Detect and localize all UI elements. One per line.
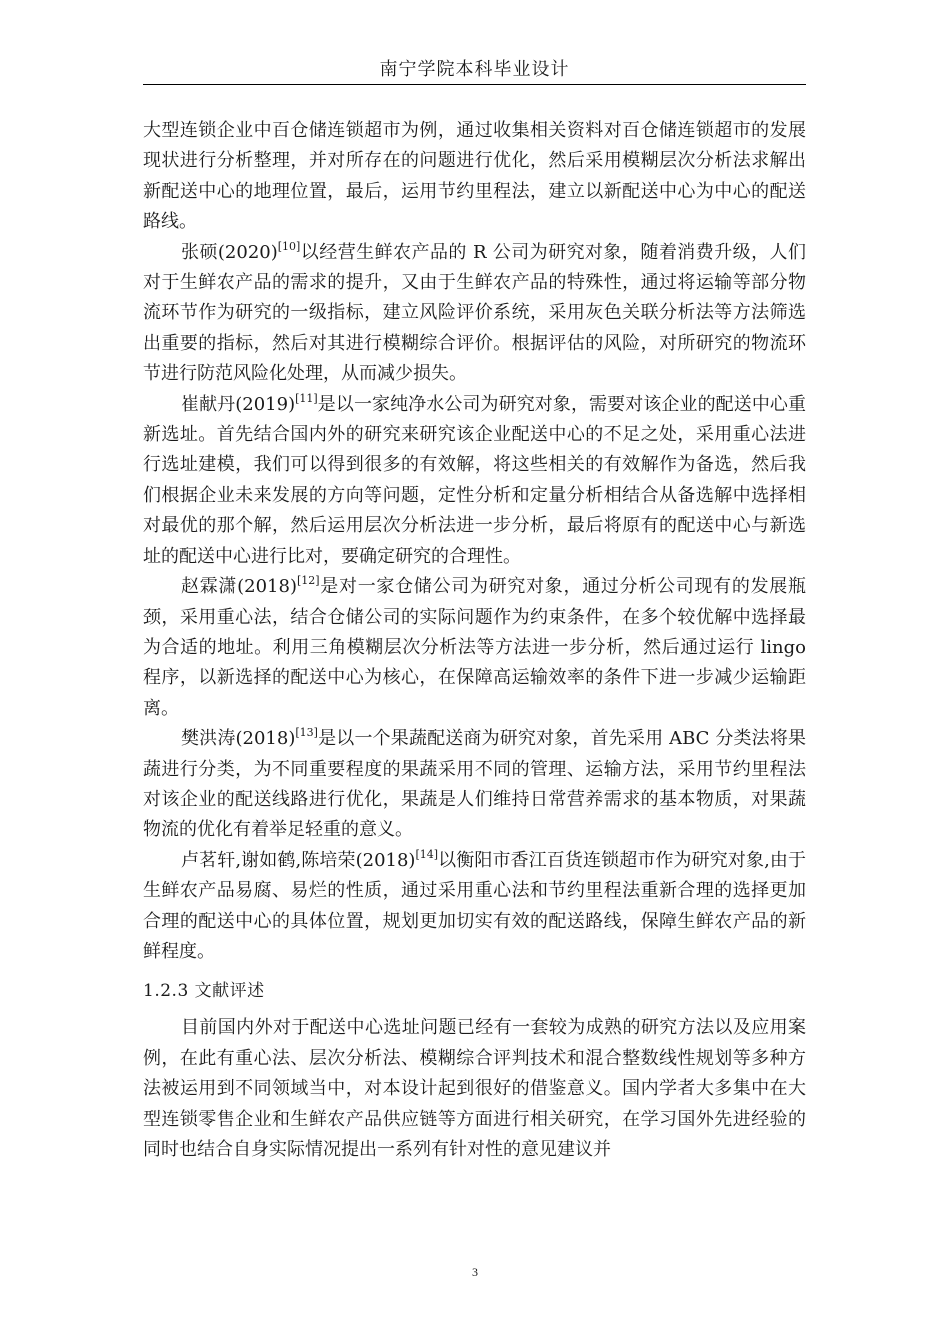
paragraph-text: 是以一个果蔬配送商为研究对象，首先采用 ABC 分类法将果蔬进行分类，为不同重要程度的果蔬采用不同的管理、运输方法，采用节约里程法对该企业的配送线路进行优化，果蔬是人们维持日常营养需求的基本物质，对果蔬物流的优化有着举足轻重的意义。	[143, 728, 806, 841]
paragraph-literature-review	[143, 1013, 806, 1165]
page-header-title: 南宁学院本科毕业设计	[379, 59, 570, 80]
paragraph-fan-hongtao	[143, 724, 806, 846]
citation-ref: [14]	[415, 847, 439, 861]
paragraph-text: 是以一家纯净水公司为研究对象，需要对该企业的配送中心重新选址。首先结合国内外的研究来研究该企业配送中心的不足之处，采用重心法进行选址建模，我们可以得到很多的有效解，将这些相关的有效解作为备选，然后我们根据企业未来发展的方向等问题，定性分析和定量分析相结合从备选解中选择相对最优的那个解，然后运用层次分析法进一步分析，最后将原有的配送中心与新选址的配送中心进行比对，要确定研究的合理性。	[143, 393, 806, 567]
paragraph-text: 以衡阳市香江百货连锁超市作为研究对象,由于生鲜农产品易腐、易烂的性质，通过采用重心法和节约里程法重新合理的选择更加合理的配送中心的具体位置，规划更加切实有效的配送路线，保障生鲜农产品的新鲜程度。	[143, 849, 806, 962]
citation-author: 樊洪涛(2018)	[181, 728, 296, 750]
citation-author: 卢茗轩,谢如鹤,陈培荣(2018)	[181, 849, 416, 871]
paragraph-text: 以经营生鲜农产品的 R 公司为研究对象，随着消费升级，人们对于生鲜农产品的需求的提升，又由于生鲜农产品的特殊性，通过将运输等部分物流环节作为研究的一级指标，建立风险评价系统，采用灰色关联分析法等方法筛选出重要的指标，然后对其进行模糊综合评价。根据评估的风险，对所研究的物流环节进行防范风险化处理，从而减少损失。	[143, 241, 806, 385]
paragraph-cui-xiandan	[143, 390, 806, 572]
paragraph-lu-mingxuan	[143, 846, 806, 968]
citation-author: 赵霖潇(2018)	[181, 576, 297, 598]
section-heading: 1.2.3 文献评述	[143, 981, 265, 1002]
citation-ref: [10]	[277, 239, 301, 253]
citation-ref: [13]	[295, 726, 318, 740]
citation-ref: [12]	[296, 574, 320, 588]
citation-author: 崔献丹(2019)	[181, 393, 296, 415]
paragraph-continuation	[143, 116, 806, 238]
citation-author: 张硕(2020)	[181, 241, 278, 263]
citation-ref: [11]	[295, 391, 318, 405]
body-text	[143, 116, 806, 1165]
paragraph-zhao-linxiao	[143, 572, 806, 724]
paragraph-text: 大型连锁企业中百仓储连锁超市为例，通过收集相关资料对百仓储连锁超市的发展现状进行分析整理，并对所存在的问题进行优化，然后采用模糊层次分析法求解出新配送中心的地理位置，最后，运用节约里程法，建立以新配送中心为中心的配送路线。	[143, 120, 806, 233]
paragraph-text: 目前国内外对于配送中心选址问题已经有一套较为成熟的研究方法以及应用案例，在此有重心法、层次分析法、模糊综合评判技术和混合整数线性规划等多种方法被运用到不同领域当中，对本设计起到很好的借鉴意义。国内学者大多集中在大型连锁零售企业和生鲜农产品供应链等方面进行相关研究，在学习国外先进经验的同时也结合自身实际情况提出一系列有针对性的意见建议并	[143, 1017, 806, 1160]
paragraph-text: 是对一家仓储公司为研究对象，通过分析公司现有的发展瓶颈，采用重心法，结合仓储公司的实际问题作为约束条件，在多个较优解中选择最为合适的地址。利用三角模糊层次分析法等方法进一步分析，然后通过运行 lingo 程序，以新选择的配送中心为核心，在保障高运输效率的条件下进一步减少运输距离。	[143, 576, 806, 719]
paragraph-zhang-shuo	[143, 238, 806, 390]
page-number: 3	[472, 1265, 478, 1279]
header-divider	[143, 84, 806, 85]
